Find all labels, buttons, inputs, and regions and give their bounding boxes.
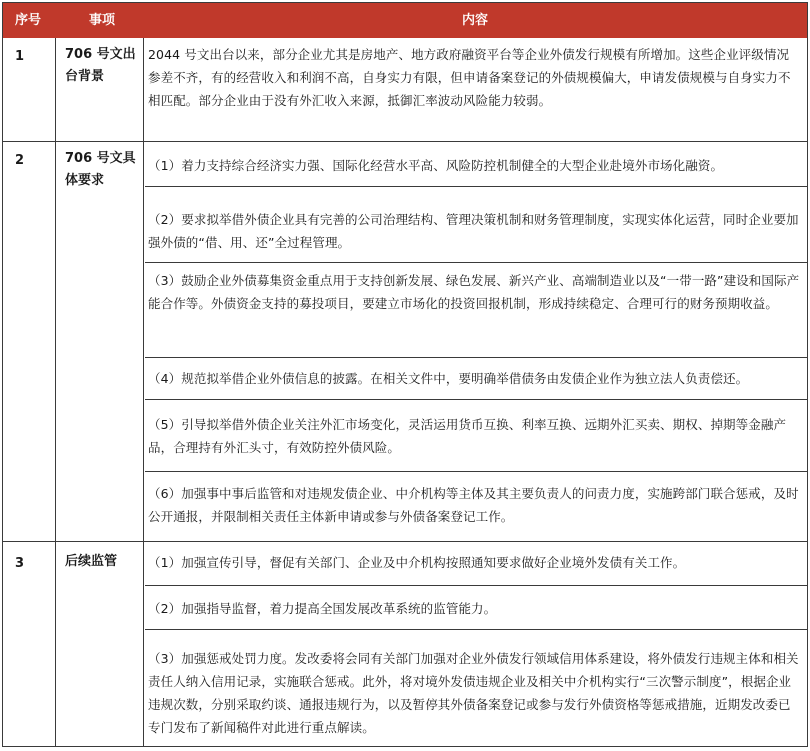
column-divider	[143, 38, 144, 746]
sub-divider	[145, 262, 807, 263]
header-item: 事项	[89, 13, 116, 28]
header-content: 内容	[461, 13, 488, 28]
row-text: （5）引导拟举借外债企业关注外汇市场变化，灵活运用货币互换、利率互换、远期外汇买卖、期权、掉期等金融产品，合理持有外汇头寸，有效防控外债风险。	[148, 417, 787, 455]
row-text: （6）加强事中事后监管和对违规发债企业、中介机构等主体及其主要负责人的问责力度，实施跨部门联合惩戒，及时公开通报，并限制相关责任主体新申请或参与外债备案登记工作。	[148, 486, 799, 524]
row-item: 706 号文出台背景	[65, 47, 136, 84]
row-text: （3）鼓励企业外债募集资金重点用于支持创新发展、绿色发展、新兴产业、高端制造业以及“一带一路”建设和国际产能合作等。外债资金支持的募投项目，要建立市场化的投资回报机制，形成持续稳定、合理可行的财务预期收益。	[148, 273, 800, 311]
sub-divider	[145, 399, 807, 400]
policy-table	[2, 2, 808, 747]
sub-divider	[145, 629, 807, 630]
row-num: 3	[15, 556, 25, 571]
row-item: 后续监管	[65, 554, 118, 569]
row-text: （4）规范拟举借企业外债信息的披露。在相关文件中，要明确举借债务由发债企业作为独立法人负责偿还。	[148, 371, 749, 386]
row-text: （1）着力支持综合经济实力强、国际化经营水平高、风险防控机制健全的大型企业赴境外市场化融资。	[148, 158, 724, 173]
header-num: 序号	[15, 13, 42, 28]
table-header	[3, 3, 807, 38]
row-num: 1	[15, 49, 25, 64]
row-text: （2）要求拟举借外债企业具有完善的公司治理结构、管理决策机制和财务管理制度，实现实体化运营，同时企业要加强外债的“借、用、还”全过程管理。	[148, 212, 799, 250]
row-item: 706 号文具体要求	[65, 151, 136, 188]
row-num: 2	[15, 153, 25, 168]
sub-divider	[145, 585, 807, 586]
row-text: （2）加强指导监督，着力提高全国发展改革系统的监管能力。	[148, 601, 497, 616]
sub-divider	[145, 357, 807, 358]
row-divider	[3, 141, 807, 142]
sub-divider	[145, 471, 807, 472]
row-divider	[3, 541, 807, 542]
row-text: （3）加强惩戒处罚力度。发改委将会同有关部门加强对企业外债发行领域信用体系建设，将外债发行违规主体和相关责任人纳入信用记录，实施联合惩戒。此外，将对境外发债违规企业及相关中介机构实行“三次警示制度”，根据企业违规次数，分别采取约谈、通报违规行为，以及暂停其外债备案登记或参与发行外债资格等惩戒措施，近期发改委已专门发布了新闻稿件对此进行重点解读。	[148, 651, 799, 735]
row-text: 2044 号文出台以来，部分企业尤其是房地产、地方政府融资平台等企业外债发行规模有所增加。这些企业评级情况参差不齐，有的经营收入和利润不高，自身实力有限，但申请备案登记的外债规模偏大，申请发债规模与自身实力不相匹配。部分企业由于没有外汇收入来源，抵御汇率波动风险能力较弱。	[148, 47, 791, 108]
row-text: （1）加强宣传引导，督促有关部门、企业及中介机构按照通知要求做好企业境外发债有关工作。	[148, 555, 686, 570]
sub-divider	[145, 186, 807, 187]
column-divider	[55, 38, 56, 746]
